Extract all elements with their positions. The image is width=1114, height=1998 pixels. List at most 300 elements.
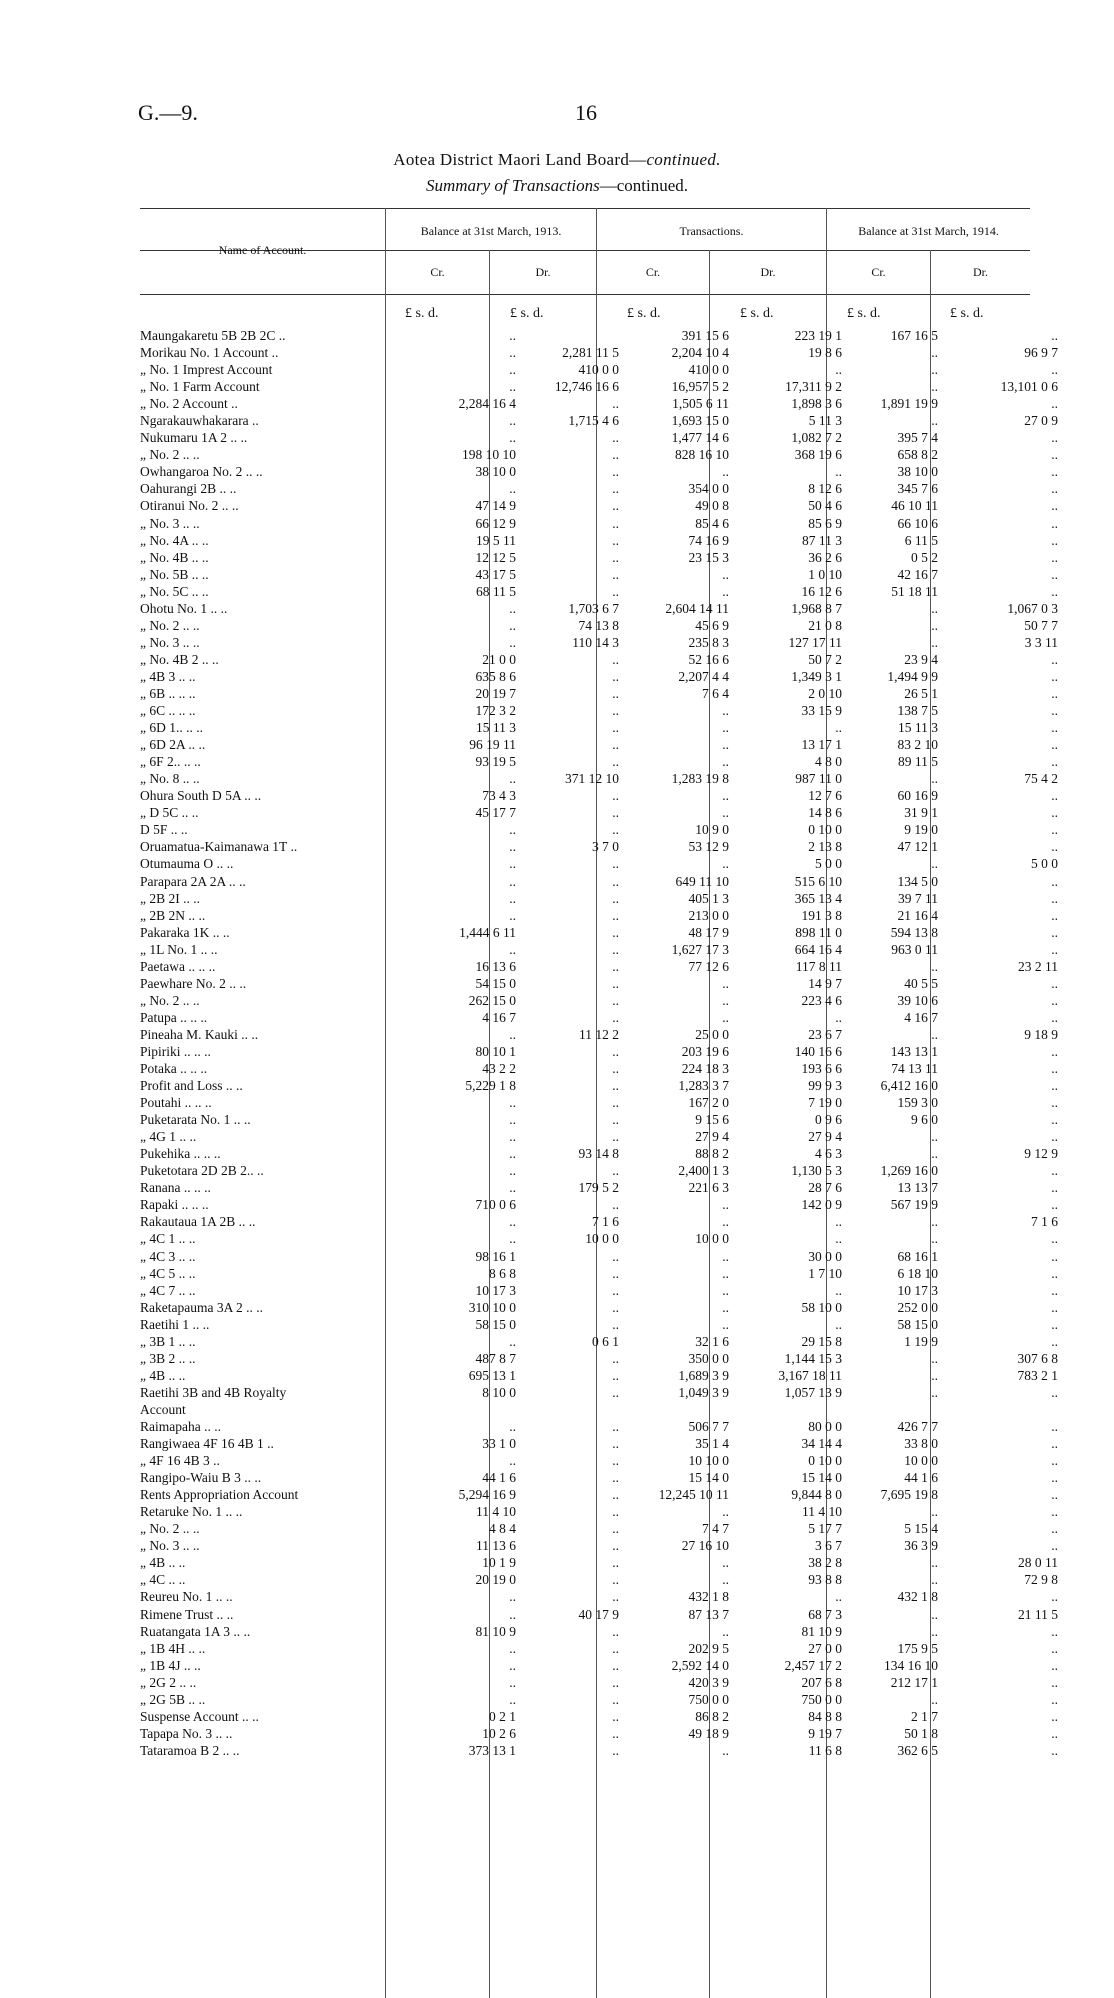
balance-1914-dr-cell: .. [1051,907,1058,923]
balance-1914-cr-cell: 5 15 4 [904,1521,938,1537]
balance-1914-cr-cell: .. [931,362,938,378]
balance-1913-dr-cell: 1,703 6 7 [568,600,619,616]
balance-1913-cr-cell: 66 12 9 [475,515,516,531]
transactions-dr-cell: 33 15 9 [801,703,842,719]
transactions-cr-cell: .. [722,1214,729,1230]
balance-1914-dr-cell: .. [1051,1078,1058,1094]
transactions-cr-cell: 410 0 0 [688,362,729,378]
balance-1913-dr-cell: .. [612,1078,619,1094]
table-row [140,787,1058,804]
table-row [140,1026,1058,1043]
balance-1913-dr-cell: .. [612,1504,619,1520]
balance-1913-dr-cell: .. [612,822,619,838]
balance-1914-cr-cell: 83 2 10 [897,737,938,753]
account-name: Rimene Trust .. .. [140,1606,234,1622]
transactions-dr-cell: 84 8 8 [808,1708,842,1724]
balance-1914-dr-cell: .. [1051,1061,1058,1077]
balance-1913-dr-cell: .. [612,907,619,923]
balance-1914-cr-cell: 143 13 1 [890,1043,938,1059]
account-name: Ruatangata 1A 3 .. .. [140,1623,251,1639]
balance-1914-dr-cell: .. [1051,839,1058,855]
header-dr: Dr. [760,265,776,279]
balance-1913-dr-cell: .. [612,549,619,565]
balance-1913-dr-cell: 12,746 16 6 [554,379,619,395]
transactions-dr-cell: 29 15 8 [801,1333,842,1349]
balance-1914-cr-cell: 26 5 1 [904,685,938,701]
transactions-dr-cell: 27 9 4 [808,1129,842,1145]
transactions-dr-cell: 0 10 0 [808,1453,842,1469]
transactions-dr-cell: 58 10 0 [801,1299,842,1315]
transactions-cr-cell: .. [722,1009,729,1025]
balance-1914-dr-cell: 96 9 7 [1024,345,1058,361]
balance-1914-cr-cell: 345 7 6 [897,481,938,497]
transactions-cr-cell: 87 13 7 [688,1606,729,1622]
balance-1914-dr-cell: .. [1051,1316,1058,1332]
account-name: Oahurangi 2B .. .. [140,481,237,497]
transactions-cr-cell: 828 16 10 [675,447,729,463]
table-row [140,549,1058,566]
balance-1913-dr-cell: .. [612,515,619,531]
transactions-cr-cell: 25 0 0 [695,1026,729,1042]
account-name: „ 6F 2.. .. .. [140,754,201,770]
transactions-cr-cell: 235 8 3 [688,634,729,650]
table-row [140,634,1058,651]
transactions-dr-cell: 223 19 1 [794,328,842,343]
table-row [140,412,1058,429]
balance-1914-dr-cell: .. [1051,703,1058,719]
table-row [140,1060,1058,1077]
table-row [140,1145,1058,1162]
account-name: „ 2B 2N .. .. [140,907,206,923]
balance-1914-dr-cell: .. [1051,1282,1058,1298]
balance-1913-cr-cell: .. [509,617,516,633]
transactions-dr-cell: 11 4 10 [802,1504,842,1520]
balance-1913-cr-cell: 43 17 5 [475,566,516,582]
table-row [140,600,1058,617]
balance-1914-cr-cell: 395 7 4 [897,430,938,446]
account-name: Raetihi 1 .. .. [140,1316,210,1332]
balance-1914-cr-cell: 167 16 5 [890,328,938,343]
transactions-cr-cell: 10 9 0 [695,822,729,838]
account-name: Maungakaretu 5B 2B 2C .. [140,328,286,343]
table-row [140,446,1058,463]
balance-1914-cr-cell: 0 5 2 [911,549,938,565]
balance-1913-dr-cell: .. [612,1555,619,1571]
account-name: Potaka .. .. .. [140,1061,208,1077]
account-name: Raimapaha .. .. [140,1419,221,1434]
balance-1913-dr-cell: .. [612,1009,619,1025]
transactions-dr-cell: 16 12 6 [801,583,842,599]
balance-1913-cr-cell: .. [509,1640,516,1656]
balance-1913-dr-cell: .. [612,1708,619,1724]
balance-1914-dr-cell: .. [1051,1265,1058,1281]
account-name: Account [140,1401,186,1417]
balance-1913-dr-cell: .. [612,1163,619,1179]
balance-1914-dr-cell: .. [1051,1453,1058,1469]
balance-1914-dr-cell: .. [1051,328,1058,343]
balance-1914-dr-cell: .. [1051,1248,1058,1264]
balance-1913-cr-cell: 8 10 0 [482,1384,516,1400]
account-name: „ 6D 2A .. .. [140,737,206,753]
transactions-cr-cell: .. [722,975,729,991]
balance-1914-dr-cell: 27 0 9 [1024,413,1058,429]
transactions-cr-cell: 1,049 3 9 [678,1384,729,1400]
transactions-dr-cell: 368 19 6 [794,447,842,463]
account-name: Rangipo-Waiu B 3 .. .. [140,1470,262,1486]
transactions-cr-cell: 354 0 0 [688,481,729,497]
balance-1914-dr-cell: .. [1051,1112,1058,1128]
account-name: Ranana .. .. .. [140,1180,211,1196]
balance-1914-cr-cell: 6 11 5 [904,532,938,548]
balance-1913-dr-cell: .. [612,1470,619,1486]
balance-1913-dr-cell: 11 12 2 [579,1026,619,1042]
balance-1913-dr-cell: .. [612,566,619,582]
balance-1913-cr-cell: 81 10 9 [475,1623,516,1639]
balance-1913-cr-cell: .. [509,430,516,446]
balance-1913-dr-cell: .. [612,1299,619,1315]
transactions-dr-cell: 68 7 3 [808,1606,842,1622]
account-name: Puketotara 2D 2B 2.. .. [140,1163,264,1179]
account-name: Pineaha M. Kauki .. .. [140,1026,259,1042]
account-name: Ohotu No. 1 .. .. [140,600,228,616]
balance-1913-dr-cell: 40 17 9 [578,1606,619,1622]
table-row [140,1657,1058,1674]
transactions-dr-cell: 0 10 0 [808,822,842,838]
account-name: „ No. 2 .. .. [140,1521,200,1537]
currency-label: £ s. d. [740,306,774,321]
account-name: Morikau No. 1 Account .. [140,345,279,361]
transactions-cr-cell: 1,627 17 3 [671,941,729,957]
transactions-cr-cell: 1,477 14 6 [671,430,729,446]
table-row [140,480,1058,497]
table-row [140,395,1058,412]
balance-1914-dr-cell: .. [1051,1180,1058,1196]
account-name: „ 6C .. .. .. [140,703,196,719]
transactions-cr-cell: 85 4 6 [695,515,729,531]
balance-1913-dr-cell: .. [612,805,619,821]
transactions-dr-cell: 987 11 0 [795,771,842,787]
balance-1913-cr-cell: .. [509,362,516,378]
account-name: „ 6D 1.. .. .. [140,720,203,736]
balance-1914-dr-cell: .. [1051,651,1058,667]
balance-1913-dr-cell: .. [612,1538,619,1554]
balance-1913-cr-cell: .. [509,1129,516,1145]
balance-1913-dr-cell: .. [612,873,619,889]
balance-1914-dr-cell: .. [1051,1231,1058,1247]
balance-1913-cr-cell: 19 5 11 [476,532,516,548]
balance-1914-dr-cell: .. [1051,430,1058,446]
transactions-cr-cell: 432 1 8 [688,1589,729,1605]
balance-1914-dr-cell: 7 1 6 [1031,1214,1058,1230]
account-name: „ No. 4A .. .. [140,532,209,548]
balance-1914-dr-cell: .. [1051,1487,1058,1503]
table-row [140,1333,1058,1350]
transactions-dr-cell: 1,082 7 2 [791,430,842,446]
balance-1914-cr-cell: 963 0 11 [891,941,938,957]
transactions-dr-cell: .. [835,1009,842,1025]
table-row [140,702,1058,719]
account-name: Pukehika .. .. .. [140,1146,221,1162]
balance-1913-dr-cell: .. [612,481,619,497]
transactions-dr-cell: 117 8 11 [795,958,842,974]
account-name: „ 4C .. .. [140,1572,186,1588]
table-row [140,378,1058,395]
balance-1914-cr-cell: 6,412 16 0 [880,1078,938,1094]
account-name: „ 4F 16 4B 3 .. [140,1453,220,1469]
page-title [0,150,1114,170]
account-name: „ No. 3 .. .. [140,515,200,531]
transactions-cr-cell: .. [722,1623,729,1639]
balance-1914-dr-cell: 1,067 0 3 [1007,600,1058,616]
transactions-dr-cell: 50 4 6 [808,498,842,514]
balance-1913-cr-cell: 45 17 7 [475,805,516,821]
transactions-dr-cell: .. [835,720,842,736]
account-name: Rapaki .. .. .. [140,1197,209,1213]
table-row [140,1571,1058,1588]
balance-1914-cr-cell: .. [931,1026,938,1042]
table-row [140,1230,1058,1247]
balance-1913-dr-cell: .. [612,1112,619,1128]
transactions-cr-cell: 224 18 3 [681,1061,729,1077]
balance-1914-cr-cell: 6 18 10 [897,1265,938,1281]
title-main: Aotea District Maori Land Board— [393,150,647,169]
transactions-dr-cell: 5 0 0 [815,856,842,872]
balance-1914-dr-cell: 5 0 0 [1031,856,1058,872]
balance-1914-cr-cell: 40 5 5 [904,975,938,991]
transactions-dr-cell: 30 0 0 [808,1248,842,1264]
table-row [140,1162,1058,1179]
balance-1914-cr-cell: .. [931,379,938,395]
table-row [140,463,1058,480]
balance-1914-dr-cell: .. [1051,1708,1058,1724]
balance-1914-dr-cell: .. [1051,924,1058,940]
title-continued: continued. [646,150,721,169]
balance-1914-cr-cell: 175 9 5 [897,1640,938,1656]
account-name: „ 2G 2 .. .. [140,1674,197,1690]
balance-1913-dr-cell: .. [612,890,619,906]
balance-1914-cr-cell: 46 10 11 [891,498,938,514]
balance-1913-cr-cell: .. [509,890,516,906]
transactions-cr-cell: 2,204 10 4 [671,345,729,361]
balance-1914-cr-cell: .. [931,958,938,974]
balance-1913-cr-cell: 93 19 5 [475,754,516,770]
table-row [140,890,1058,907]
table-row [140,855,1058,872]
balance-1913-dr-cell: .. [612,1436,619,1452]
balance-1914-dr-cell: 28 0 11 [1018,1555,1058,1571]
transactions-dr-cell: 19 8 6 [808,345,842,361]
header-cr: Cr. [430,265,445,279]
transactions-cr-cell: .. [722,703,729,719]
balance-1913-cr-cell: .. [509,822,516,838]
transactions-cr-cell: 9 15 6 [695,1112,729,1128]
balance-1914-cr-cell: .. [931,1384,938,1400]
table-row [140,1418,1058,1435]
balance-1913-cr-cell: .. [509,1214,516,1230]
table-row [140,361,1058,378]
subtitle-main: Summary of Transactions [425,176,600,195]
balance-1914-dr-cell: .. [1051,583,1058,599]
balance-1913-dr-cell: .. [612,1265,619,1281]
account-name: „ 2G 5B .. .. [140,1691,206,1707]
balance-1913-cr-cell: 96 19 11 [469,737,516,753]
balance-1913-cr-cell: .. [509,941,516,957]
balance-1914-cr-cell: 10 17 3 [897,1282,938,1298]
transactions-cr-cell: 1,283 19 8 [671,771,729,787]
balance-1913-cr-cell: 20 19 7 [475,685,516,701]
account-name: „ No. 3 .. .. [140,634,200,650]
currency-label: £ s. d. [950,306,984,321]
balance-1913-dr-cell: .. [612,788,619,804]
balance-1914-cr-cell: .. [931,1129,938,1145]
balance-1913-cr-cell: .. [509,1691,516,1707]
balance-1913-cr-cell: .. [509,771,516,787]
table-row [140,1350,1058,1367]
balance-1913-cr-cell: .. [509,600,516,616]
balance-1913-cr-cell: 12 12 5 [475,549,516,565]
transactions-dr-cell: 13 17 1 [801,737,842,753]
transactions-dr-cell: 14 8 6 [808,805,842,821]
balance-1914-dr-cell: .. [1051,1163,1058,1179]
currency-label: £ s. d. [847,306,881,321]
balance-1913-dr-cell: .. [612,1248,619,1264]
table-row [140,429,1058,446]
transactions-cr-cell: .. [722,1299,729,1315]
account-name: „ 4B .. .. [140,1555,186,1571]
transactions-dr-cell: .. [835,1282,842,1298]
balance-1913-cr-cell: 20 19 0 [475,1572,516,1588]
header-dr: Dr. [973,265,988,279]
balance-1914-dr-cell: .. [1051,1009,1058,1025]
transactions-cr-cell: 74 16 9 [688,532,729,548]
balance-1914-cr-cell: .. [931,600,938,616]
balance-1914-dr-cell: .. [1051,1504,1058,1520]
balance-1913-dr-cell: .. [612,685,619,701]
balance-1914-cr-cell: .. [931,1623,938,1639]
balance-1913-cr-cell: 16 13 6 [475,958,516,974]
balance-1913-cr-cell: 5,229 1 8 [465,1078,516,1094]
balance-1914-cr-cell: .. [931,1214,938,1230]
balance-1914-cr-cell: .. [931,1367,938,1383]
transactions-cr-cell: 202 9 5 [688,1640,729,1656]
balance-1914-cr-cell: 89 11 5 [898,754,938,770]
transactions-dr-cell: 2,457 17 2 [784,1657,842,1673]
balance-1914-dr-cell: 23 2 11 [1018,958,1058,974]
transactions-cr-cell: 32 1 6 [695,1333,729,1349]
balance-1913-cr-cell: 5,294 16 9 [458,1487,516,1503]
table-row [140,992,1058,1009]
table-row [140,1401,1030,1418]
table-row [140,1009,1058,1026]
table-row [140,515,1058,532]
transactions-cr-cell: .. [722,720,729,736]
transactions-dr-cell: 223 4 6 [801,992,842,1008]
transactions-cr-cell: 1,689 3 9 [678,1367,729,1383]
balance-1913-dr-cell: .. [612,1589,619,1605]
balance-1914-cr-cell: .. [931,634,938,650]
transactions-cr-cell: 77 12 6 [688,958,729,974]
transactions-dr-cell: 2 13 8 [808,839,842,855]
transactions-dr-cell: .. [835,1231,842,1247]
transactions-dr-cell: 191 3 8 [801,907,842,923]
account-name: „ No. 4B .. .. [140,549,209,565]
transactions-cr-cell: 49 18 9 [688,1725,729,1741]
table-row [140,736,1058,753]
balance-1913-cr-cell: 310 10 0 [468,1299,516,1315]
balance-1914-cr-cell: 21 16 4 [897,907,938,923]
balance-1914-dr-cell: 9 12 9 [1024,1146,1058,1162]
transactions-dr-cell: 898 11 0 [795,924,842,940]
balance-1914-cr-cell: .. [931,1691,938,1707]
transactions-cr-cell: 16,957 5 2 [671,379,729,395]
account-name: „ No. 2 .. .. [140,992,200,1008]
balance-1913-cr-cell: 373 13 1 [468,1742,516,1758]
balance-1913-cr-cell: 172 3 2 [475,703,516,719]
transactions-dr-cell: .. [835,1214,842,1230]
balance-1913-cr-cell: .. [509,1606,516,1622]
transactions-cr-cell: 10 10 0 [688,1453,729,1469]
balance-1914-cr-cell: .. [931,1350,938,1366]
balance-1913-dr-cell: .. [612,1623,619,1639]
transactions-dr-cell: 17,311 9 2 [785,379,842,395]
transactions-cr-cell: 35 1 4 [695,1436,729,1452]
balance-1913-cr-cell: .. [509,1333,516,1349]
balance-1914-cr-cell: 567 19 9 [890,1197,938,1213]
balance-1914-dr-cell: .. [1051,549,1058,565]
table-row [140,344,1058,361]
transactions-dr-cell: 7 19 0 [808,1095,842,1111]
balance-1913-dr-cell: .. [612,1657,619,1673]
balance-1913-cr-cell: 2,284 16 4 [458,396,516,412]
balance-1914-cr-cell: .. [931,413,938,429]
balance-1914-cr-cell: 594 13 8 [890,924,938,940]
transactions-cr-cell: 649 11 10 [675,873,729,889]
account-name: Ohura South D 5A .. .. [140,788,262,804]
table-row [140,1554,1058,1571]
transactions-cr-cell: 12,245 10 11 [658,1487,729,1503]
balance-1913-dr-cell: .. [612,1674,619,1690]
table-row [140,668,1058,685]
table-row [140,1486,1058,1503]
transactions-cr-cell: 2,400 1 3 [678,1163,729,1179]
balance-1913-cr-cell: .. [509,1180,516,1196]
balance-1914-dr-cell: .. [1051,1043,1058,1059]
balance-1914-cr-cell: 9 6 0 [911,1112,938,1128]
table-row [140,1674,1058,1691]
balance-1913-dr-cell: .. [612,941,619,957]
transactions-cr-cell: .. [722,1504,729,1520]
transactions-dr-cell: 28 7 6 [808,1180,842,1196]
balance-1913-dr-cell: .. [612,1487,619,1503]
transactions-cr-cell: .. [722,566,729,582]
account-name: Profit and Loss .. .. [140,1078,243,1094]
table-row [140,838,1058,855]
currency-label: £ s. d. [510,306,544,321]
header-bottom-rule [140,294,1030,295]
table-row [140,975,1058,992]
balance-1913-dr-cell: .. [612,1350,619,1366]
account-name: „ 4C 1 .. .. [140,1231,196,1247]
table-row [140,958,1058,975]
account-name: „ 4B 3 .. .. [140,668,196,684]
balance-1914-dr-cell: .. [1051,1623,1058,1639]
balance-1913-dr-cell: .. [612,1061,619,1077]
balance-1913-dr-cell: .. [612,958,619,974]
transactions-dr-cell: 87 11 3 [802,532,842,548]
account-name: Raketapauma 3A 2 .. .. [140,1299,263,1315]
transactions-cr-cell: 405 1 3 [688,890,729,906]
table-row [140,1265,1058,1282]
